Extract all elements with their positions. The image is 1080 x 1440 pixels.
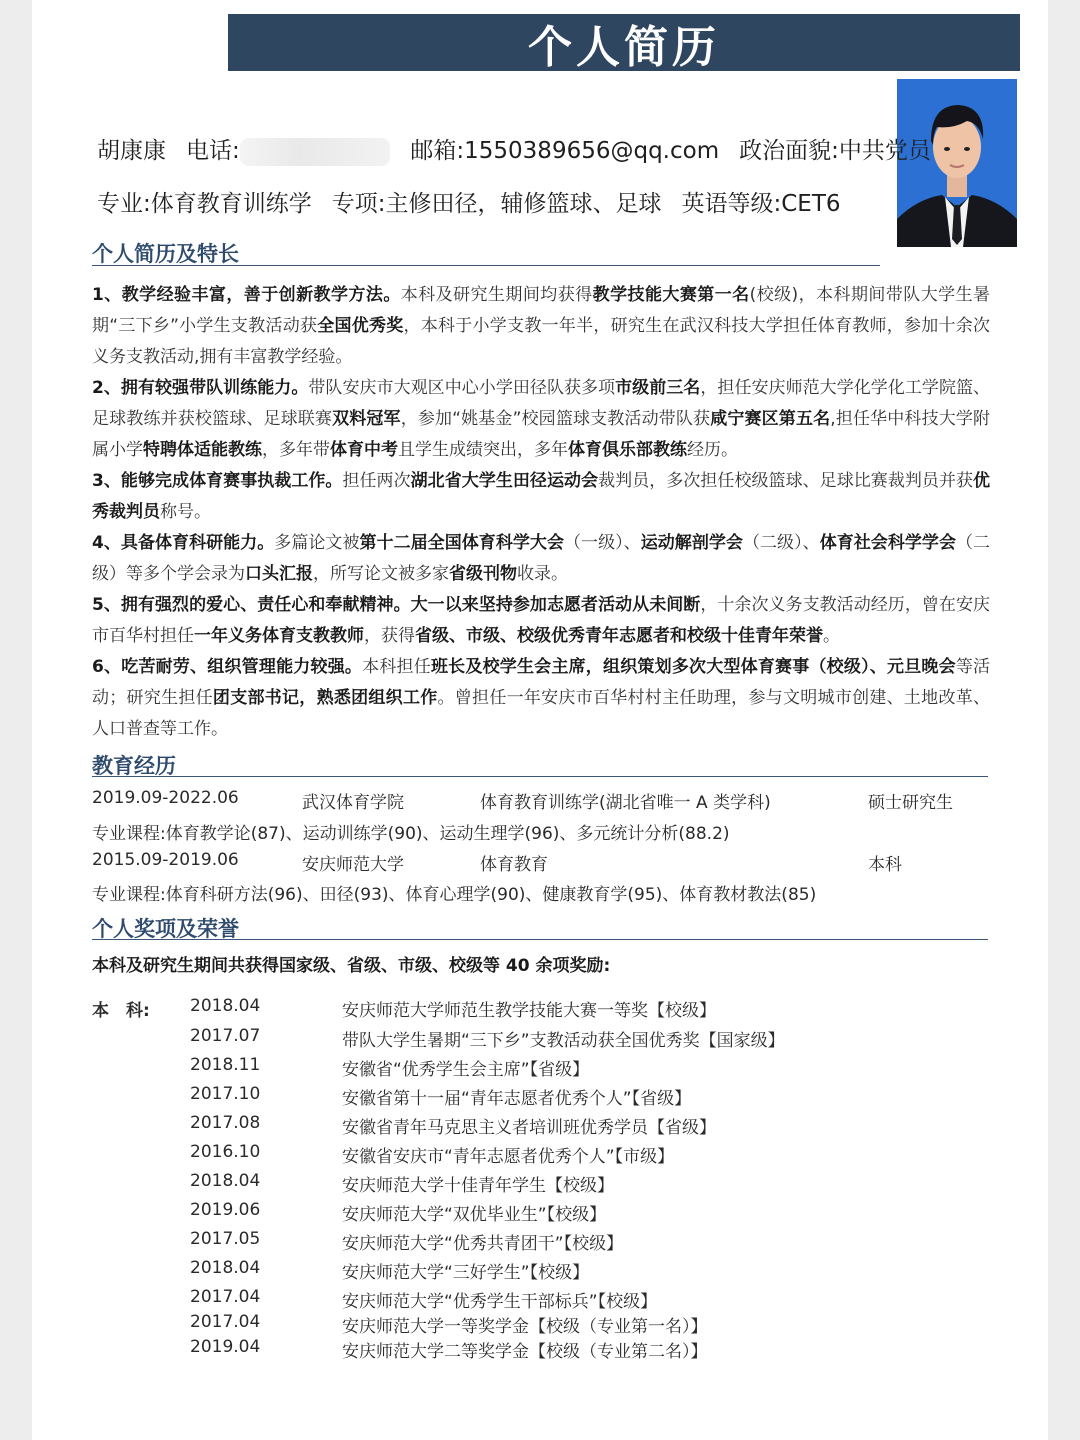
strengths-list xyxy=(92,280,990,745)
info-line-1 xyxy=(97,132,951,166)
political-status: 政治面貌:中共党员 xyxy=(739,138,931,164)
award-text: 安徽省青年马克思主义者培训班优秀学员【省级】 xyxy=(342,1118,716,1138)
edu-school: 安庆师范大学 xyxy=(302,855,404,875)
edu-courses: 专业课程:体育教学论(87)、运动训练学(90)、运动生理学(96)、多元统计分析(88.2) xyxy=(92,824,730,844)
strength-item: 2、拥有较强带队训练能力。带队安庆市大观区中心小学田径队获多项市级前三名，担任安庆师范大学化学化工学院篮、足球教练并获校篮球、足球联赛双料冠军，参加“姚基金”校园篮球支教活动带队获咸宁赛区第五名,担任华中科技大学附属小学特聘体适能教练，多年带体育中考且学生成绩突出，多年体育俱乐部教练经历。 xyxy=(92,378,991,460)
edu-courses: 专业课程:体育科研方法(96)、田径(93)、体育心理学(90)、健康教育学(95)、体育教材教法(85) xyxy=(92,885,817,905)
award-text: 安徽省“优秀学生会主席”【省级】 xyxy=(342,1060,590,1080)
award-date: 2018.04 xyxy=(190,1171,261,1191)
award-text: 安庆师范大学二等奖学金【校级（专业第二名）】 xyxy=(342,1342,708,1362)
edu-period: 2019.09-2022.06 xyxy=(92,788,239,808)
strength-item: 3、能够完成体育赛事执裁工作。担任两次湖北省大学生田径运动会裁判员，多次担任校级篮球、足球比赛裁判员并获优秀裁判员称号。 xyxy=(92,471,991,522)
award-date: 2017.10 xyxy=(190,1084,261,1104)
section-awards-title: 个人奖项及荣誉 xyxy=(92,917,239,941)
major: 专业:体育教育训练学 xyxy=(97,191,312,217)
award-text: 安庆师范大学师范生教学技能大赛一等奖【校级】 xyxy=(342,1001,716,1021)
award-text: 安庆师范大学“三好学生”【校级】 xyxy=(342,1263,590,1283)
section-strengths-title: 个人简历及特长 xyxy=(92,242,239,266)
award-date: 2018.04 xyxy=(190,1258,261,1278)
awards-intro: 本科及研究生期间共获得国家级、省级、市级、校级等 40 余项奖励: xyxy=(92,956,611,976)
edu-major: 体育教育 xyxy=(480,855,548,875)
name: 胡康康 xyxy=(97,138,166,164)
strength-item: 4、具备体育科研能力。多篇论文被第十二届全国体育科学大会（一级）、运动解剖学会（二级）、体育社会科学学会（二级）等多个学会录为口头汇报，所写论文被多家省级刊物收录。 xyxy=(92,533,991,584)
award-date: 2019.06 xyxy=(190,1200,261,1220)
strength-item: 5、拥有强烈的爱心、责任心和奉献精神。大一以来坚持参加志愿者活动从未间断，十余次义务支教活动经历，曾在安庆市百华村担任一年义务体育支教教师，获得省级、市级、校级优秀青年志愿者和校级十佳青年荣誉。 xyxy=(92,595,991,646)
english-level: 英语等级:CET6 xyxy=(681,191,841,217)
resume-title: 个人简历 xyxy=(528,21,720,73)
award-text: 安庆师范大学一等奖学金【校级（专业第一名）】 xyxy=(342,1317,708,1337)
award-date: 2019.04 xyxy=(190,1337,261,1357)
strength-item: 1、教学经验丰富，善于创新教学方法。本科及研究生期间均获得教学技能大赛第一名(校级)，本科期间带队大学生暑期“三下乡”小学生支教活动获全国优秀奖，本科于小学支教一年半，研究生在武汉科技大学担任体育教师，参加十余次义务支教活动,拥有丰富教学经验。 xyxy=(92,285,991,367)
section-education-title: 教育经历 xyxy=(92,754,176,778)
edu-major: 体育教育训练学(湖北省唯一 A 类学科) xyxy=(480,793,771,813)
redacted-phone xyxy=(240,138,390,166)
award-text: 带队大学生暑期“三下乡”支教活动获全国优秀奖【国家级】 xyxy=(342,1031,785,1051)
award-date: 2018.11 xyxy=(190,1055,261,1075)
section-education-rule xyxy=(92,776,988,777)
title-banner xyxy=(228,14,1020,71)
award-date: 2018.04 xyxy=(190,996,261,1016)
info-line-2 xyxy=(97,185,861,218)
award-text: 安徽省第十一届“青年志愿者优秀个人”【省级】 xyxy=(342,1089,692,1109)
edu-school: 武汉体育学院 xyxy=(302,793,404,813)
award-text: 安庆师范大学十佳青年学生【校级】 xyxy=(342,1176,614,1196)
award-text: 安庆师范大学“优秀学生干部标兵”【校级】 xyxy=(342,1292,658,1312)
section-strengths-rule xyxy=(92,265,880,266)
specialty: 专项:主修田径，辅修篮球、足球 xyxy=(331,191,662,217)
awards-undergrad-label: 本 科: xyxy=(92,1001,150,1021)
phone-label: 电话: xyxy=(186,138,254,164)
award-text: 安庆师范大学“双优毕业生”【校级】 xyxy=(342,1205,607,1225)
award-date: 2017.08 xyxy=(190,1113,261,1133)
award-date: 2017.04 xyxy=(190,1287,261,1307)
email: 邮箱:1550389656@qq.com xyxy=(410,138,720,164)
edu-degree: 本科 xyxy=(868,855,902,875)
award-date: 2016.10 xyxy=(190,1142,261,1162)
section-awards-rule xyxy=(92,939,988,940)
award-text: 安庆师范大学“优秀共青团干”【校级】 xyxy=(342,1234,624,1254)
edu-period: 2015.09-2019.06 xyxy=(92,850,239,870)
award-date: 2017.07 xyxy=(190,1026,261,1046)
award-date: 2017.04 xyxy=(190,1312,261,1332)
strength-item: 6、吃苦耐劳、组织管理能力较强。本科担任班长及校学生会主席，组织策划多次大型体育赛事（校级）、元旦晚会等活动；研究生担任团支部书记，熟悉团组织工作。曾担任一年安庆市百华村村主任助理，参与文明城市创建、土地改革、人口普查等工作。 xyxy=(92,657,991,739)
edu-degree: 硕士研究生 xyxy=(868,793,953,813)
award-date: 2017.05 xyxy=(190,1229,261,1249)
award-text: 安徽省安庆市“青年志愿者优秀个人”【市级】 xyxy=(342,1147,675,1167)
